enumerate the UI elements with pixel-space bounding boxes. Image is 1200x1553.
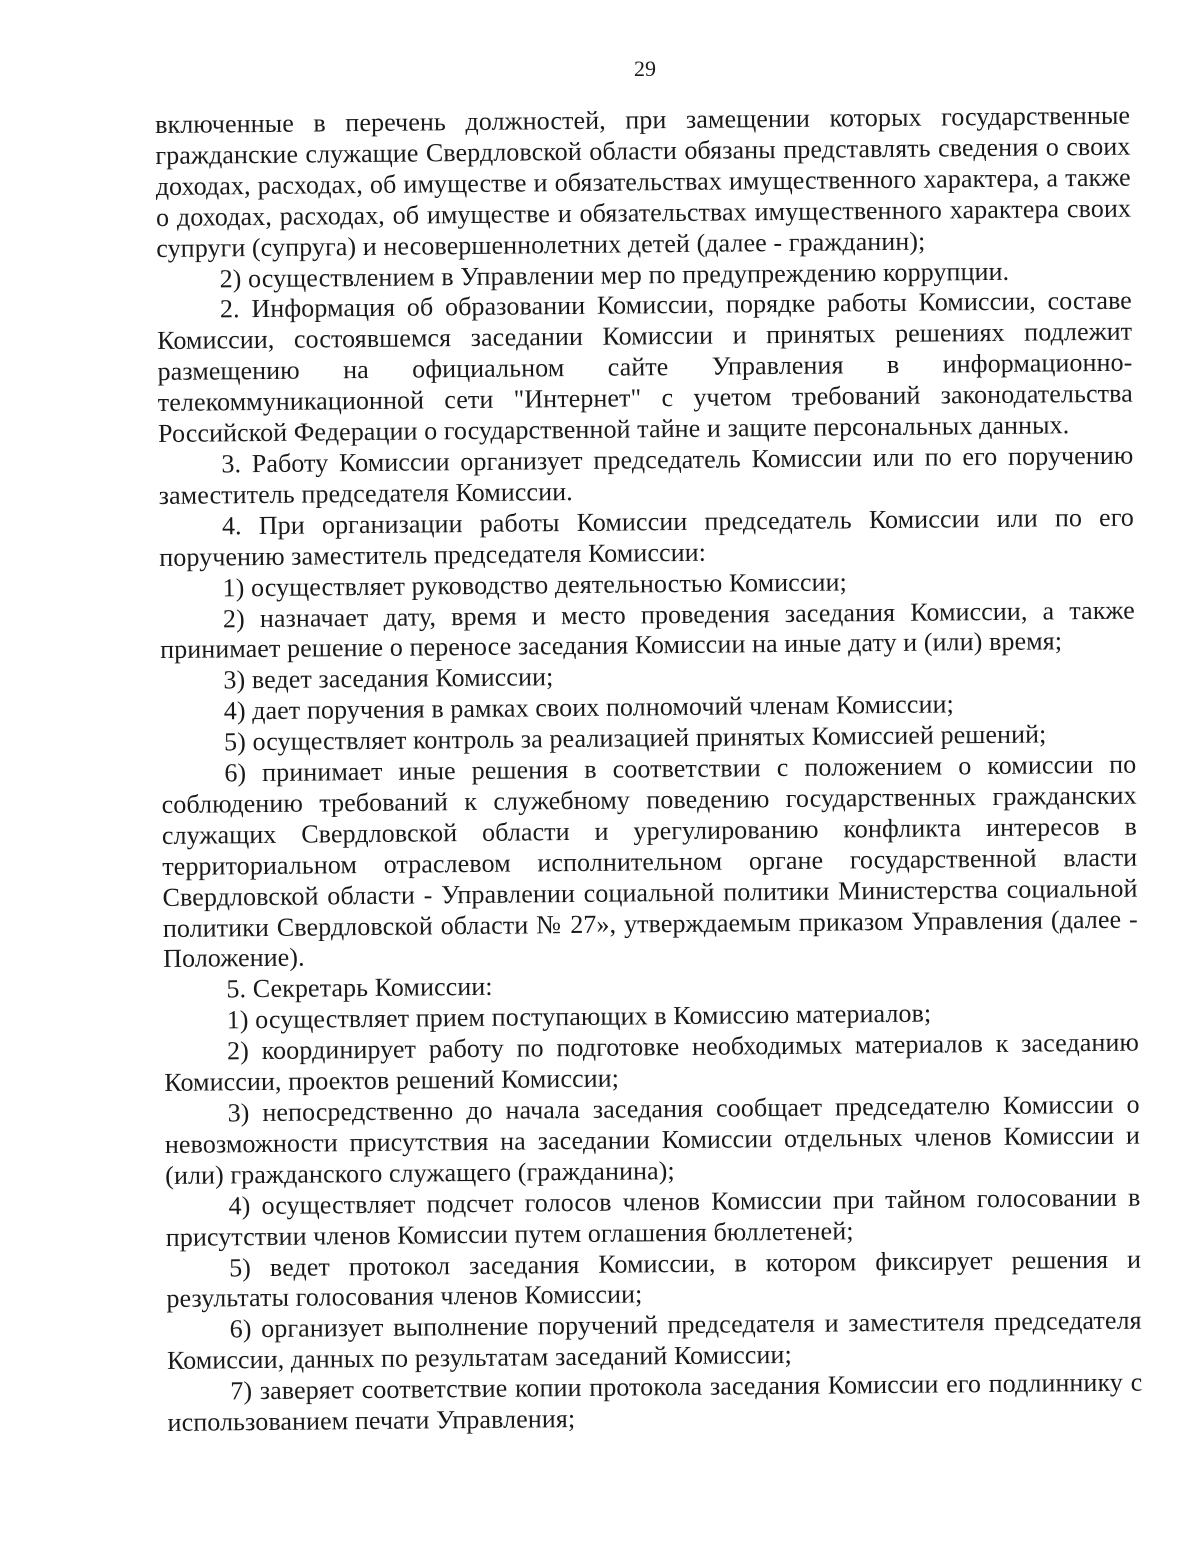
page-number: 29 <box>634 56 656 81</box>
paragraph-item: 3) непосредственно до начала заседания сообщает председателю Комиссии о невозможности присутствия на заседании Комиссии отдельных членов Комиссии и (или) гражданского служащего (гражданина); <box>164 1089 1141 1190</box>
paragraph-item: 2. Информация об образовании Комиссии, порядке работы Комиссии, составе Комиссии, состоявшемся заседании Комиссии и принятых решениях подлежит размещению на официальном сайте Управления в информационно-телекоммуникационной сети "Интернет" с учетом требований законодательства Российской Федерации о государственной тайне и защите персональных данных. <box>157 286 1133 449</box>
paragraph-item: 4) осуществляет подсчет голосов членов Комиссии при тайном голосовании в присутствии членов Комиссии путем оглашения бюллетеней; <box>165 1182 1141 1252</box>
paragraph-item: 2) координирует работу по подготовке необходимых материалов к заседанию Комиссии, проектов решений Комиссии; <box>164 1027 1140 1098</box>
paragraph-item: 6) принимает иные решения в соответствии с положением о комиссии по соблюдению требований к служебному поведению государственных гражданских служащих Свердловской области и урегулированию конфликта интересов в территориальном отраслевом исполнительном органе государственной власти Свердловской области - Управлении социальной политики Министерства социальной политики Свердловской области № 27», утверждаемым приказом Управления (далее - Положение). <box>161 749 1138 974</box>
paragraph-item: 4. При организации работы Комиссии председатель Комиссии или по его поручению заместитель председателя Комиссии: <box>159 502 1135 572</box>
paragraph-item: 3. Работу Комиссии организует председатель Комиссии или по его поручению заместитель председателя Комиссии. <box>158 440 1134 510</box>
paragraph-item: 7) заверяет соответствие копии протокола заседания Комиссии его подлиннику с использованием печати Управления; <box>167 1367 1143 1438</box>
paragraph-item: 1) осуществляет руководство деятельностью Комиссии; <box>222 566 847 602</box>
document-body <box>155 101 1143 1439</box>
paragraph-item: 2) осуществлением в Управлении мер по предупреждению коррупции. <box>219 256 1010 293</box>
paragraph-item: 3) ведет заседания Комиссии; <box>223 662 554 695</box>
paragraph-continuation: включенные в перечень должностей, при замещении которых государственные гражданские служащие Свердловской области обязаны представлять сведения о своих доходах, расходах, об имуществе и обязательствах имущественного характера, а также о доходах, расходах, об имуществе и обязательствах имущественного характера своих супруги (супруга) и несовершеннолетних детей (далее - гражданин); <box>155 100 1132 263</box>
paragraph-item: 6) организует выполнение поручений председателя и заместителя председателя Комиссии, данных по результатам заседаний Комиссии; <box>166 1305 1142 1376</box>
paragraph-item: 2) назначает дату, время и место проведения заседания Комиссии, а также принимает решение о переносе заседания Комиссии на иные дату и (или) время; <box>160 595 1135 665</box>
paragraph-item: 5) осуществляет контроль за реализацией принятых Комиссией решений; <box>223 719 1047 757</box>
paragraph-item: 4) дает поручения в рамках своих полномочий членам Комиссии; <box>223 689 954 726</box>
paragraph-item: 5. Секретарь Комиссии: <box>226 972 493 1004</box>
paragraph-item: 1) осуществляет прием поступающих в Комиссию материалов; <box>226 998 932 1035</box>
paragraph-item: 5) ведет протокол заседания Комиссии, в котором фиксирует решения и результаты голосования членов Комиссии; <box>166 1244 1142 1314</box>
